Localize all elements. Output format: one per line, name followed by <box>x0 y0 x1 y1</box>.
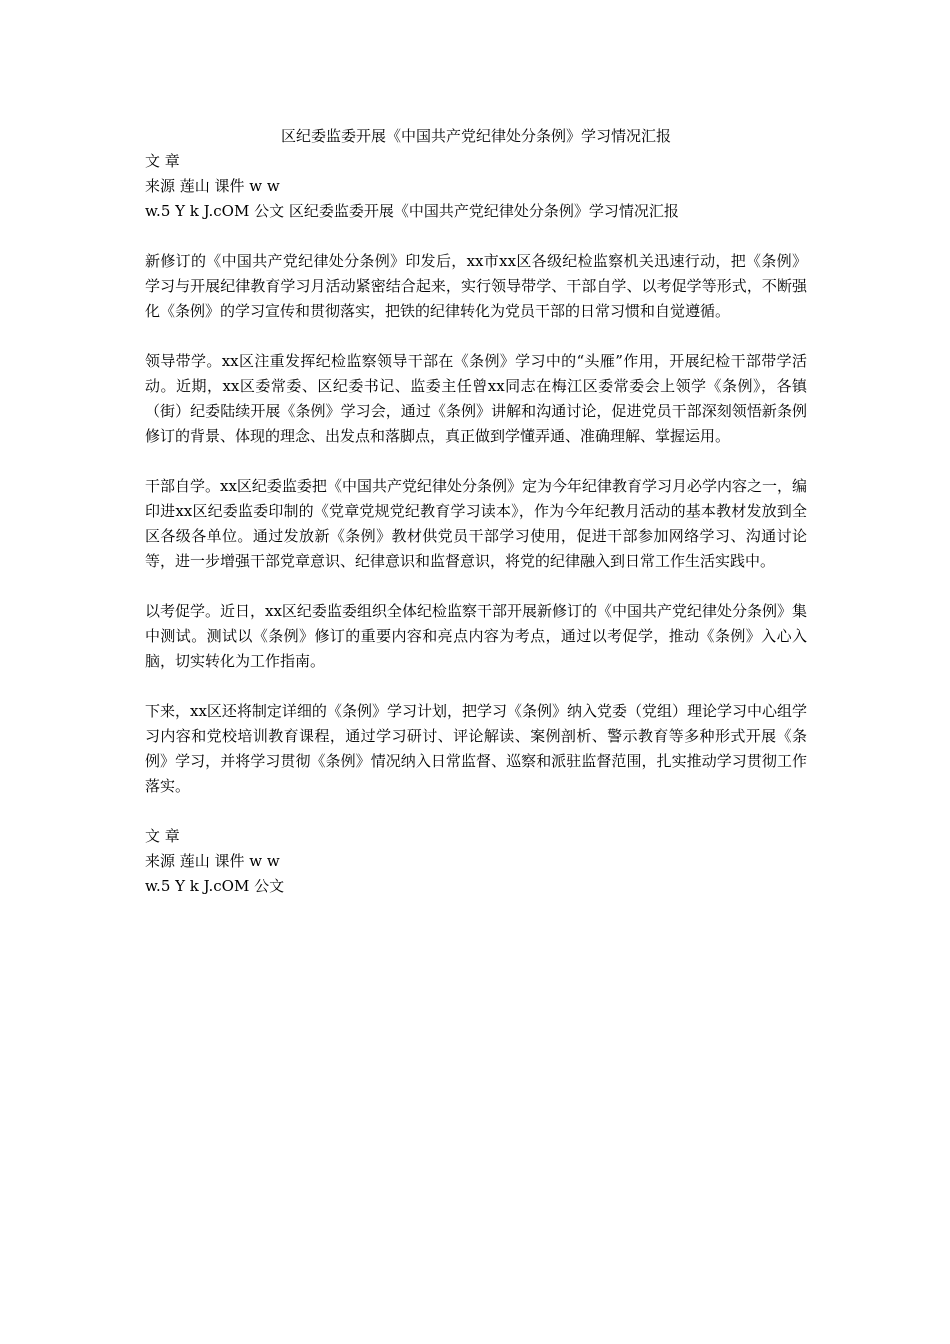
header-line-2: 来源 莲山 课件 w w <box>145 177 280 195</box>
paragraph-exam-study: 以考促学。近日，xx区纪委监委组织全体纪检监察干部开展新修订的《中国共产党纪律处分条例》集中测试。测试以《条例》修订的重要内容和亮点内容为考点，通过以考促学，推动《条例》入心入脑，切实转化为工作指南。 <box>145 602 807 670</box>
paragraph-next-steps: 下来，xx区还将制定详细的《条例》学习计划，把学习《条例》纳入党委（党组）理论学习中心组学习内容和党校培训教育课程，通过学习研讨、评论解读、案例剖析、警示教育等多种形式开展《条例》学习，并将学习贯彻《条例》情况纳入日常监督、巡察和派驻监督范围，扎实推动学习贯彻工作落实。 <box>145 702 807 795</box>
document-body <box>145 124 807 899</box>
paragraph-leader-study: 领导带学。xx区注重发挥纪检监察领导干部在《条例》学习中的“头雁”作用，开展纪检干部带学活动。近期，xx区委常委、区纪委书记、监委主任曾xx同志在梅江区委常委会上领学《条例》，各镇（街）纪委陆续开展《条例》学习会，通过《条例》讲解和沟通讨论，促进党员干部深刻领悟新条例修订的背景、体现的理念、出发点和落脚点，真正做到学懂弄通、准确理解、掌握运用。 <box>145 352 807 445</box>
footer-line-3: w.5 Y k J.cOM 公文 <box>145 877 285 895</box>
document-title: 区纪委监委开展《中国共产党纪律处分条例》学习情况汇报 <box>280 127 671 145</box>
footer-line-2: 来源 莲山 课件 w w <box>145 852 280 870</box>
paragraph-self-study: 干部自学。xx区纪委监委把《中国共产党纪律处分条例》定为今年纪律教育学习月必学内容之一，编印进xx区纪委监委印制的《党章党规党纪教育学习读本》，作为今年纪教月活动的基本教材发放到全区各级各单位。通过发放新《条例》教材供党员干部学习使用，促进干部参加网络学习、沟通讨论等，进一步增强干部党章意识、纪律意识和监督意识，将党的纪律融入到日常工作生活实践中。 <box>145 477 807 570</box>
header-line-1: 文 章 <box>145 152 180 170</box>
header-line-3: w.5 Y k J.cOM 公文 区纪委监委开展《中国共产党纪律处分条例》学习情况汇报 <box>145 202 679 220</box>
footer-line-1: 文 章 <box>145 827 180 845</box>
paragraph-intro: 新修订的《中国共产党纪律处分条例》印发后，xx市xx区各级纪检监察机关迅速行动，把《条例》学习与开展纪律教育学习月活动紧密结合起来，实行领导带学、干部自学、以考促学等形式，不断强化《条例》的学习宣传和贯彻落实，把铁的纪律转化为党员干部的日常习惯和自觉遵循。 <box>145 252 807 320</box>
